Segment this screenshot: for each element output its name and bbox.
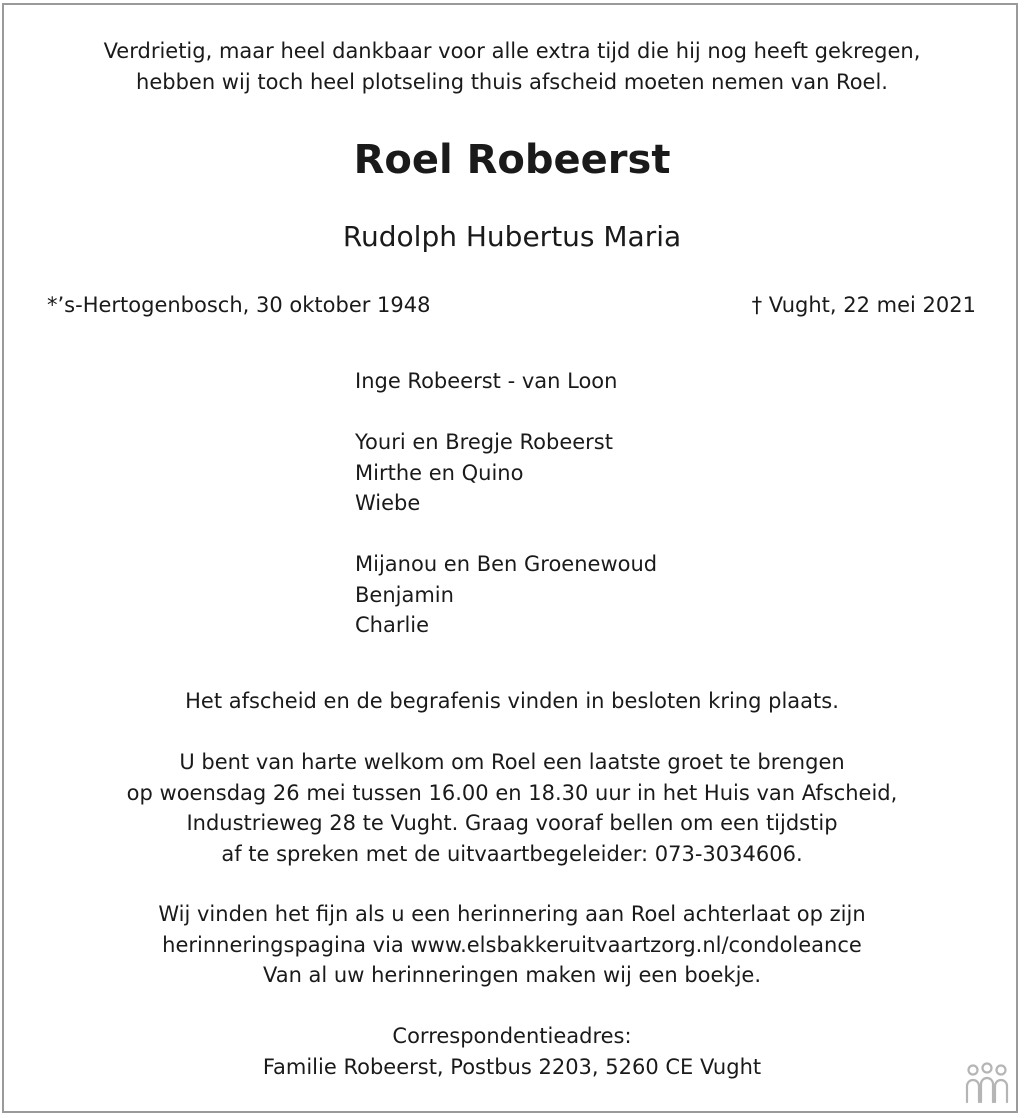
family-member: Benjamin [355, 582, 454, 607]
family-group [355, 549, 657, 641]
intro-line: Verdrietig, maar heel dankbaar voor alle extra tijd die hij nog heeft gekregen, [103, 39, 921, 63]
text-line: Van al uw herinneringen maken wij een boekje. [262, 963, 762, 987]
text-line: Familie Robeerst, Postbus 2203, 5260 CE Vught [262, 1054, 762, 1079]
text-line: herinneringspagina via www.elsbakkeruitvaartzorg.nl/condoleance [162, 932, 862, 957]
family-group [355, 427, 657, 519]
family-list [355, 366, 657, 671]
deceased-name: Roel Robeerst [353, 137, 671, 183]
text-line: op woensdag 26 mei tussen 16.00 en 18.30 uur in het Huis van Afscheid, [126, 780, 898, 805]
family-member: Charlie [355, 613, 430, 637]
family-member: Youri en Bregje Robeerst [355, 430, 613, 454]
visitation-info [0, 747, 1024, 869]
family-member: Mijanou en Ben Groenewoud [355, 552, 658, 576]
family-member: Mirthe en Quino [355, 460, 524, 485]
family-member: Inge Robeerst - van Loon [355, 369, 618, 393]
text-line: Wij vinden het fijn als u een herinnering aan Roel achterlaat op zijn [158, 902, 866, 926]
correspondence-address [0, 1021, 1024, 1082]
text-line: Het afscheid en de begrafenis vinden in besloten kring plaats. [185, 689, 839, 713]
text-line: Industrieweg 28 te Vught. Graag vooraf bellen om een tijdstip [186, 811, 838, 835]
text-line: U bent van harte welkom om Roel een laatste groet te brengen [179, 750, 845, 774]
death-info: † Vught, 22 mei 2021 [751, 293, 976, 317]
text-line: Correspondentieadres: [392, 1024, 632, 1048]
funeral-notice [0, 686, 1024, 717]
people-group-icon [964, 1062, 1010, 1104]
family-group [355, 366, 657, 397]
birth-info: *’s-Hertogenbosch, 30 oktober 1948 [47, 293, 431, 317]
intro-line: hebben wij toch heel plotseling thuis afscheid moeten nemen van Roel. [136, 70, 888, 94]
memory-page-info [0, 899, 1024, 991]
intro-text [0, 36, 1024, 98]
deceased-full-name: Rudolph Hubertus Maria [342, 220, 682, 253]
text-line: af te spreken met de uitvaartbegeleider: 073-3034606. [221, 841, 803, 866]
family-member: Wiebe [355, 491, 421, 515]
